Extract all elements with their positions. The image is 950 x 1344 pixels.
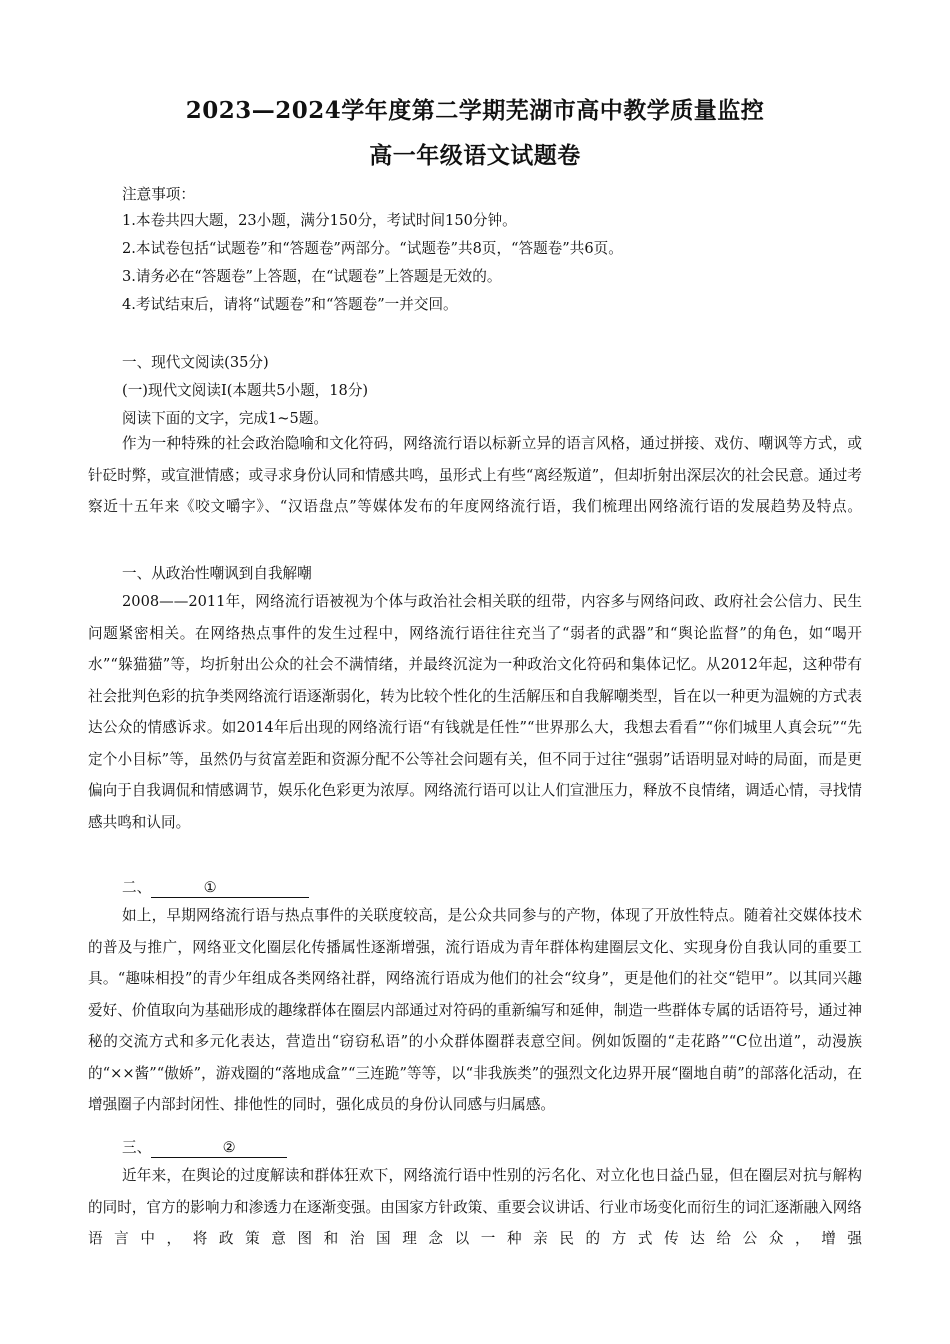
section-title: 一、现代文阅读(35分): [122, 354, 269, 371]
notes-heading: 注意事项：: [122, 186, 195, 203]
passage-paragraph-2: 如上，早期网络流行语与热点事件的关联度较高，是公众共同参与的产物，体现了开放性特点。随着社交媒体技术的普及与推广，网络亚文化圈层化传播属性逐渐增强，流行语成为青年群体构建圈层文化、实现身份自我认同的重要工具。“趣味相投”的青少年组成各类网络社群，网络流行语成为他们的社会“纹身”，更是他们的社交“铠甲”。以其同兴趣爱好、价值取向为基础形成的趣缘群体在圈层内部通过对符码的重新编写和延伸，制造一些群体专属的话语符号，通过神秘的交流方式和多元化表达，营造出“窃窃私语”的小众群体圈群表意空间。例如饭圈的“走花路”“C位出道”，动漫族的“××酱”“傲娇”，游戏圈的“落地成盒”“三连跪”等等，以“非我族类”的强烈文化边界开展“圈地自萌”的部落化活动，在增强圈子内部封闭性、排他性的同时，强化成员的身份认同感与归属感。: [88, 907, 862, 1113]
passage-heading-1: 一、从政治性嘲讽到自我解嘲: [122, 565, 312, 582]
heading-3-prefix: 三、: [122, 1139, 152, 1156]
passage-paragraph-1: 2008——2011年，网络流行语被视为个体与政治社会相关联的纽带，内容多与网络问政、政府社会公信力、民生问题紧密相关。在网络热点事件的发生过程中，网络流行语往往充当了“弱者的武器”和“舆论监督”的角色，如“喝开水”“躲猫猫”等，均折射出公众的社会不满情绪，并最终沉淀为一种政治文化符码和集体记忆。从2012年起，这种带有社会批判色彩的抗争类网络流行语逐渐弱化，转为比较个性化的生活解压和自我解嘲类型，旨在以一种更为温婉的方式表达公众的情感诉求。如2014年后出现的网络流行语“有钱就是任性”“世界那么大，我想去看看”“你们城里人真会玩”“先定个小目标”等，虽然仍与贫富差距和资源分配不公等社会问题有关，但不同于过往“强弱”话语明显对峙的局面，而是更偏向于自我调侃和情感调节，娱乐化色彩更为浓厚。网络流行语可以让人们宣泄压力，释放不良情绪，调适心情，寻找情感共鸣和认同。: [88, 593, 862, 831]
exam-subtitle: 高一年级语文试题卷: [369, 142, 581, 169]
blank-2-marker: ②: [222, 1139, 236, 1156]
passage-heading-3: [122, 1136, 287, 1158]
reading-instruction: 阅读下面的文字，完成1~5题。: [122, 410, 328, 427]
note-item: 2.本试卷包括“试题卷”和“答题卷”两部分。“试题卷”共8页，“答题卷”共6页。: [122, 240, 623, 257]
blank-1-marker: ①: [203, 879, 217, 896]
exam-title: 2023—2024学年度第二学期芜湖市高中教学质量监控: [185, 97, 765, 124]
passage-intro: 作为一种特殊的社会政治隐喻和文化符码，网络流行语以标新立异的语言风格，通过拼接、戏仿、嘲讽等方式，或针砭时弊，或宣泄情感；或寻求身份认同和情感共鸣，虽形式上有些“离经叛道”，但却折射出深层次的社会民意。通过考察近十五年来《咬文嚼字》、“汉语盘点”等媒体发布的年度网络流行语，我们梳理出网络流行语的发展趋势及特点。: [88, 435, 862, 515]
passage-paragraph-3: 近年来，在舆论的过度解读和群体狂欢下，网络流行语中性别的污名化、对立化也日益凸显，但在圈层对抗与解构的同时，官方的影响力和渗透力在逐渐变强。由国家方针政策、重要会议讲话、行业市场变化而衍生的词汇逐渐融入网络语言中，将政策意图和治国理念以一种亲民的方式传达给公众，增强: [88, 1167, 862, 1247]
answer-blank-2: [151, 1139, 287, 1158]
note-item: 1.本卷共四大题，23小题，满分150分，考试时间150分钟。: [122, 212, 517, 229]
heading-2-prefix: 二、: [122, 879, 152, 896]
subsection-title: (一)现代文阅读Ⅰ(本题共5小题，18分): [122, 382, 369, 399]
answer-blank-1: [151, 879, 309, 898]
note-item: 4.考试结束后，请将“试题卷”和“答题卷”一并交回。: [122, 296, 458, 313]
passage-heading-2: [122, 876, 309, 898]
note-item: 3.请务必在“答题卷”上答题，在“试题卷”上答题是无效的。: [122, 268, 502, 285]
